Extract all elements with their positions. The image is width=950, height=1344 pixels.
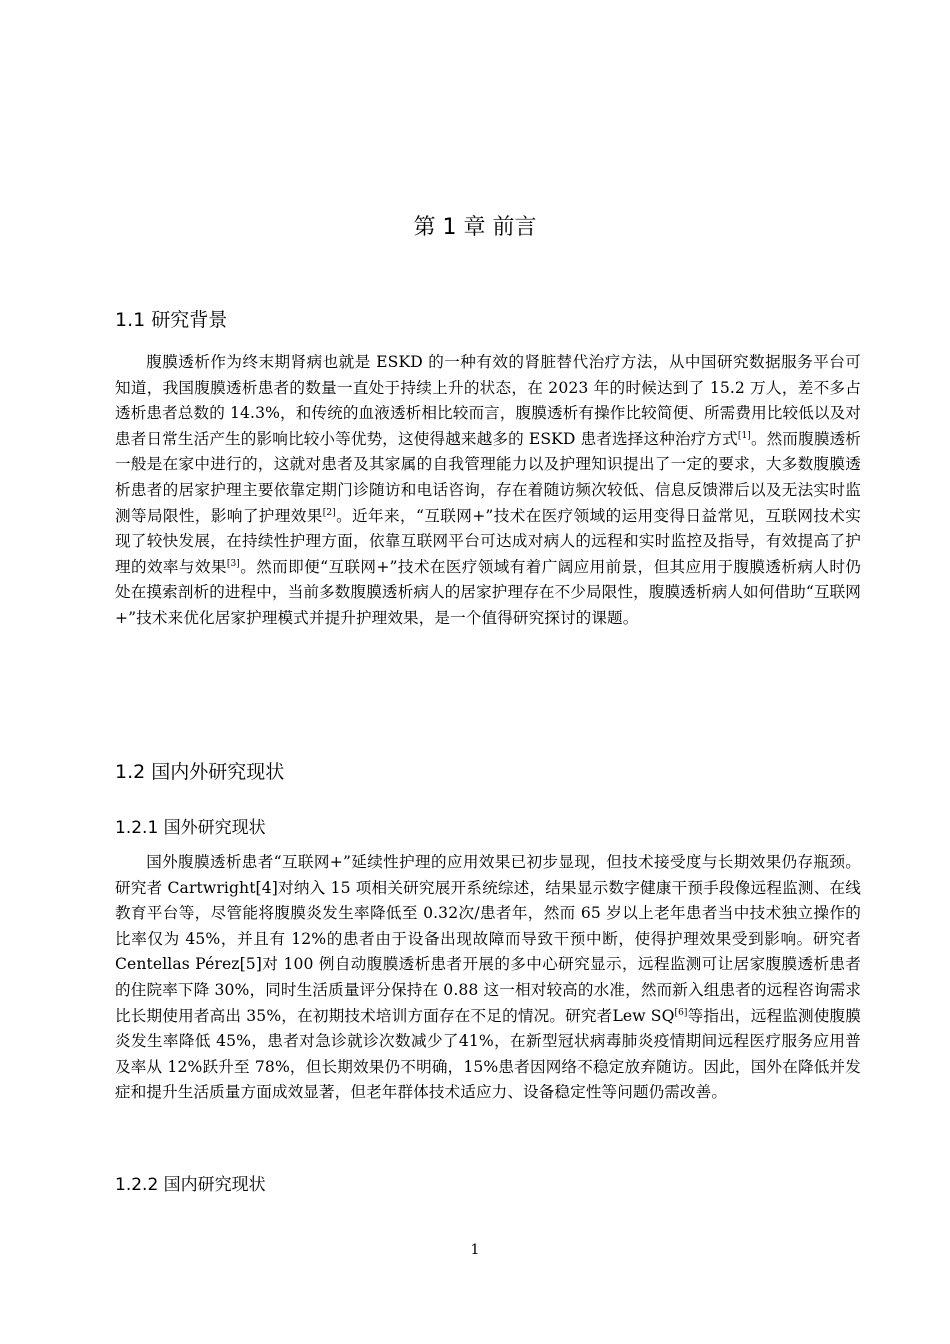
citation: [6] xyxy=(674,1007,688,1018)
paragraph-text: 。然而即便“互联网+”技术在医疗领域有着广阔应用前景，但其应用于腹膜透析病人时仍处在摸索剖析的进程中，当前多数腹膜透析病人的居家护理存在不少局限性，腹膜透析病人如何借助“互联网+”技术来优化居家护理模式并提升护理效果，是一个值得研究探讨的课题。 xyxy=(115,557,862,627)
section-heading-research-background: 1.1 研究背景 xyxy=(115,309,228,331)
paragraph-foreign-status xyxy=(115,850,861,1106)
citation: [3] xyxy=(226,558,240,569)
page-number: 1 xyxy=(470,1242,480,1258)
paragraph-text: 。近年来，“互联网+”技术在医疗领域的运用变得日益常见，互联网技术实现了较快发展，在持续性护理方面，依靠互联网平台可达成对病人的远程和实时监控及指导，有效提高了护理的效率与效果 xyxy=(115,506,861,576)
paragraph-text: 国外腹膜透析患者“互联网+”延续性护理的应用效果已初步显现，但技术接受度与长期效果仍存瓶颈。研究者 Cartwright[4]对纳入 15 项相关研究展开系统综述，结果显示数字健康干预手段像远程监测、在线教育平台等，尽管能将腹膜炎发生率降低至 0.32次/患者年，然而 65 岁以上老年患者当中技术独立操作的比率仅为 45%，并且有 12%的患者由于设备出现故障而导致干预中断，使得护理效果受到影响。研究者 Centellas Pérez[5]对 100 例自动腹膜透析患者开展的多中心研究显示，远程监测可让居家腹膜透析患者的住院率下降 30%，同时生活质量评分保持在 0.88 这一相对较高的水准，然而新入组患者的远程咨询需求比长期使用者高出 35%，在初期技术培训方面存在不足的情况。研究者Lew SQ xyxy=(115,853,861,1025)
chapter-title: 第 1 章 前言 xyxy=(413,215,537,240)
subsection-heading-foreign-status: 1.2.1 国外研究现状 xyxy=(115,818,266,838)
paragraph-research-background xyxy=(115,350,861,632)
subsection-heading-domestic-status: 1.2.2 国内研究现状 xyxy=(115,1175,266,1195)
paragraph-text: 。然而腹膜透析一般是在家中进行的，这就对患者及其家属的自我管理能力以及护理知识提出了一定的要求，大多数腹膜透析患者的居家护理主要依靠定期门诊随访和电话咨询，存在着随访频次较低、信息反馈滞后以及无法实时监测等局限性，影响了护理效果 xyxy=(115,429,861,525)
citation: [1] xyxy=(737,430,751,441)
paragraph-text: 等指出，远程监测使腹膜炎发生率降低 45%，患者对急诊就诊次数减少了41%，在新型冠状病毒肺炎疫情期间远程医疗服务应用普及率从 12%跃升至 78%，但长期效果仍不明确，15%患者因网络不稳定放弃随访。因此，国外在降低并发症和提升生活质量方面成效显著，但老年群体技术适应力、设备稳定性等问题仍需改善。 xyxy=(115,1006,861,1102)
section-heading-research-status: 1.2 国内外研究现状 xyxy=(115,761,285,783)
paragraph-text: 腹膜透析作为终末期肾病也就是 ESKD 的一种有效的肾脏替代治疗方法，从中国研究数据服务平台可知道，我国腹膜透析患者的数量一直处于持续上升的状态，在 2023 年的时候达到了 15.2 万人，差不多占透析患者总数的 14.3%，和传统的血液透析相比较而言，腹膜透析有操作比较简便、所需费用比较低以及对患者日常生活产生的影响比较小等优势，这使得越来越多的 ESKD 患者选择这种治疗方式 xyxy=(115,353,861,448)
citation: [2] xyxy=(322,507,336,518)
